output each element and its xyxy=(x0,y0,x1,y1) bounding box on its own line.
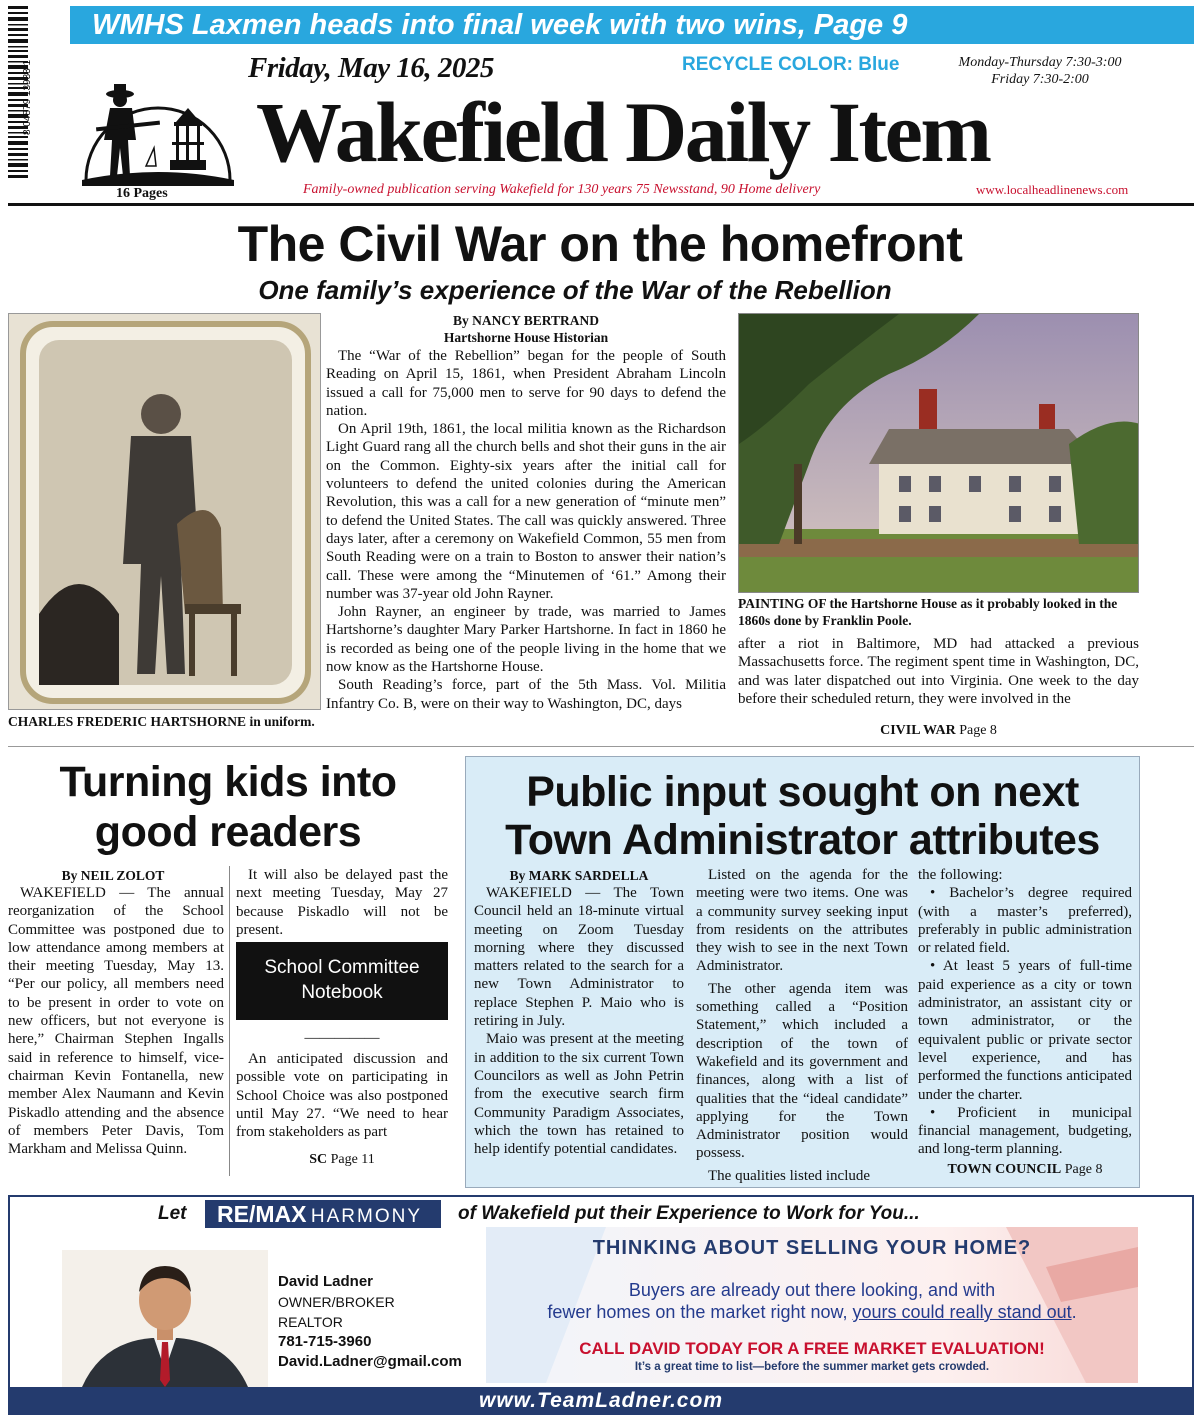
lead-body-continued: after a riot in Baltimore, MD had attacked a previous Massachusetts force. The regiment spent time in Washington, DC, and was later dispatched out into Virginia. One week to the day before their scheduled return, they were involved in the xyxy=(738,636,1139,707)
town-jump-label: TOWN COUNCIL xyxy=(947,1162,1062,1177)
town-col2-p2: The other agenda item was something called a “Position Statement,” which included a description of the town of Wakefield and its government and finances, along with a list of qualities that the “ideal candidate” applying for the Town Administrator position would possess. xyxy=(696,980,908,1162)
recycle-color: RECYCLE COLOR: Blue xyxy=(682,54,900,75)
ad-message-panel xyxy=(486,1227,1138,1383)
remax-brand: RE/MAX xyxy=(217,1201,307,1227)
hours-weekday: Monday-Thursday 7:30-3:00 xyxy=(958,55,1122,70)
town-col1-p2: Maio was present at the meeting in addition to the six current Town Councilors as well as John Petrin from the executive search firm Community Paradigm Associates, which the town has retained to help identify potential candidates. xyxy=(474,1031,684,1158)
lead-para-1: The “War of the Rebellion” began for the people of South Reading on April 15, 1861, when President Abraham Lincoln issued a call for 75,000 men to serve for 90 days to defend the nation. xyxy=(326,348,726,419)
agent-role-2: REALTOR xyxy=(278,1314,343,1330)
barcode-digits: 8 04879 13933 1 xyxy=(22,59,33,135)
town-jump-page: Page 8 xyxy=(1064,1162,1103,1177)
ad-msg2b: yours could really stand out xyxy=(852,1302,1072,1322)
ad-message xyxy=(486,1279,1138,1323)
school-committee-notebook-label xyxy=(236,942,448,1020)
lead-byline-block xyxy=(326,312,726,346)
agent-contact xyxy=(278,1272,462,1372)
kids-headline[interactable]: Turning kids into good readers xyxy=(59,758,397,856)
kids-col2b-text: An anticipated discussion and possible vote on participating in School Choice was also postponed until May 27. “We need to hear from stakeholders as part xyxy=(236,1051,448,1141)
lead-jump[interactable] xyxy=(738,723,1139,739)
remax-brand-sub: HARMONY xyxy=(310,1206,423,1227)
town-byline: By MARK SARDELLA xyxy=(509,868,649,883)
kids-col1-text: WAKEFIELD — The annual reorganization of the School Committee was postponed due to low attendance among members at their meeting Tuesday, May 13. “Per our policy, all members need to be present in order to vote on new officers, but not everyone is here,” Chairman Stephen Ingalls said in reference to himself, vice-chairman Kevin Fontanella, new member Alex Naumann and Kevin Piskadlo attending and the absence of members Peter Davis, Tom Markham and Melissa Quinn. xyxy=(8,885,224,1158)
top-teaser-banner[interactable]: WMHS Laxmen heads into final week with two wins, Page 9 xyxy=(70,6,1194,44)
lead-body xyxy=(326,347,726,737)
agent-email[interactable]: David.Ladner@gmail.com xyxy=(278,1353,462,1370)
office-hours xyxy=(940,54,1140,88)
agent-role-1: OWNER/BROKER xyxy=(278,1294,395,1310)
notebook-line-1: School Committee xyxy=(264,957,420,978)
hartshorne-house-painting xyxy=(738,313,1139,593)
notebook-line-2: Notebook xyxy=(301,982,383,1003)
lead-para-2: On April 19th, 1861, the local militia known as the Richardson Light Guard rang all the church bells and shot their guns in the air on the Common. Eighty-six years after the initial call for volunteers to defend the united colonies during the American Revolution, this was a call for a new generation of “minute men” to defend the United States. The call was quickly answered. Three days later, after a ceremony on Wakefield Common, 55 men from South Reading were on a train to Boston to answer their nation’s call. These were among the “Minutemen of ‘61.” Among their number was 37-year old John Rayner. xyxy=(326,421,726,602)
ad-message-line2 xyxy=(486,1301,1138,1323)
ad-msg2c: . xyxy=(1071,1302,1077,1322)
town-col1 xyxy=(474,884,684,1158)
town-col2-p1: Listed on the agenda for the meeting were two items. One was a community survey seeking input from residents on the attributes they wish to see in the next Town Administrator. xyxy=(696,867,908,975)
issue-date: Friday, May 16, 2025 xyxy=(248,52,494,84)
ad-question: THINKING ABOUT SELLING YOUR HOME? xyxy=(592,1237,1032,1259)
lead-byline-title: Hartshorne House Historian xyxy=(443,330,609,345)
ad-website[interactable]: www.TeamLadner.com xyxy=(8,1387,1194,1415)
kids-col2a-text: It will also be delayed past the next meeting Tuesday, May 27 because Piskadlo will not be present. xyxy=(236,867,448,938)
section-divider xyxy=(8,746,1194,747)
agent-phone[interactable]: 781-715-3960 xyxy=(278,1333,372,1350)
agent-photo xyxy=(62,1250,268,1387)
town-jump[interactable] xyxy=(918,1162,1132,1178)
ad-cta: CALL DAVID TODAY FOR A FREE MARKET EVALUATION! xyxy=(579,1339,1045,1358)
hours-friday: Friday 7:30-2:00 xyxy=(991,72,1089,87)
kids-byline: By NEIL ZOLOT xyxy=(61,868,165,883)
kids-col2b xyxy=(236,1050,448,1141)
kids-jump[interactable] xyxy=(236,1152,448,1168)
kids-col1 xyxy=(8,884,224,1158)
minuteman-bandstand-logo xyxy=(76,56,240,190)
lead-para-4: South Reading’s force, part of the 5th Mass. Vol. Militia Infantry Co. B, were on their way to Washington, DC, days xyxy=(326,677,726,712)
lead-para-3: John Rayner, an engineer by trade, was married to James Hartshorne’s daughter Mary Parker Hartshorne. In fact in 1860 he is recorded as being one of the people living in the home that we now know as the Hartshorne House. xyxy=(326,604,726,676)
town-headline-line2: Town Administrator attributes xyxy=(505,816,1100,864)
town-headline[interactable] xyxy=(465,768,1140,864)
kids-column-rule xyxy=(229,866,230,1176)
page-count: 16 Pages xyxy=(116,186,168,201)
remax-logo xyxy=(205,1200,441,1228)
ad-tagline: of Wakefield put their Experience to Work for You... xyxy=(458,1203,920,1224)
agent-name: David Ladner xyxy=(278,1273,374,1290)
town-headline-line1: Public input sought on next xyxy=(526,768,1079,816)
town-bullet-2: • At least 5 years of full-time paid experience as a city or town administrator, an assistant city or town administrator, or the equivalent public or private sector level experience, and has performed the functions anticipated under the charter. xyxy=(918,958,1132,1103)
kids-jump-page: Page 11 xyxy=(330,1152,375,1167)
portrait-caption: CHARLES FREDERIC HARTSHORNE in uniform. xyxy=(8,714,315,729)
website-link[interactable]: www.localheadlinenews.com xyxy=(976,182,1129,197)
painting-caption: PAINTING OF the Hartshorne House as it probably looked in the 1860s done by Franklin Poole. xyxy=(738,596,1118,628)
tagline: Family-owned publication serving Wakefield for 130 years 75 Newsstand, 90 Home delivery xyxy=(303,182,821,197)
ad-cta-sub: It’s a great time to list—before the summer market gets crowded. xyxy=(634,1361,990,1373)
ad-msg2a: fewer homes on the market right now, xyxy=(547,1302,853,1322)
town-col2 xyxy=(696,866,908,1185)
lead-headline[interactable]: The Civil War on the homefront xyxy=(237,216,963,272)
kids-dashes: ————— xyxy=(304,1030,380,1046)
ad-let: Let xyxy=(158,1203,187,1224)
town-bullet-1: • Bachelor’s degree required (with a master’s preferred), preferably in public administration or related field. xyxy=(918,885,1132,957)
town-col2-p3: The qualities listed include xyxy=(708,1167,871,1184)
town-bullet-3: • Proficient in municipal financial management, budgeting, and long-term planning. xyxy=(918,1104,1132,1158)
lead-jump-label: CIVIL WAR xyxy=(880,723,956,738)
kids-col2a xyxy=(236,866,448,939)
kids-jump-label: SC xyxy=(309,1152,328,1167)
newspaper-title: Wakefield Daily Item xyxy=(256,84,990,180)
masthead-rule xyxy=(8,203,1194,206)
hartshorne-portrait-photo xyxy=(8,313,321,710)
lead-subhead: One family’s experience of the War of the Rebellion xyxy=(258,275,892,305)
town-col3-lead: the following: xyxy=(918,867,1003,883)
lead-byline: By NANCY BERTRAND xyxy=(452,313,600,328)
lead-jump-page: Page 8 xyxy=(959,723,997,738)
town-col3 xyxy=(918,866,1132,1159)
ad-message-line1: Buyers are already out there looking, and with xyxy=(628,1280,996,1300)
town-col1-p1: WAKEFIELD — The Town Council held an 18-minute virtual meeting on Zoom Tuesday morning where they discussed matters related to the search for a new Town Administrator to replace Stephen P. Maio who is retiring in July. xyxy=(474,885,684,1030)
